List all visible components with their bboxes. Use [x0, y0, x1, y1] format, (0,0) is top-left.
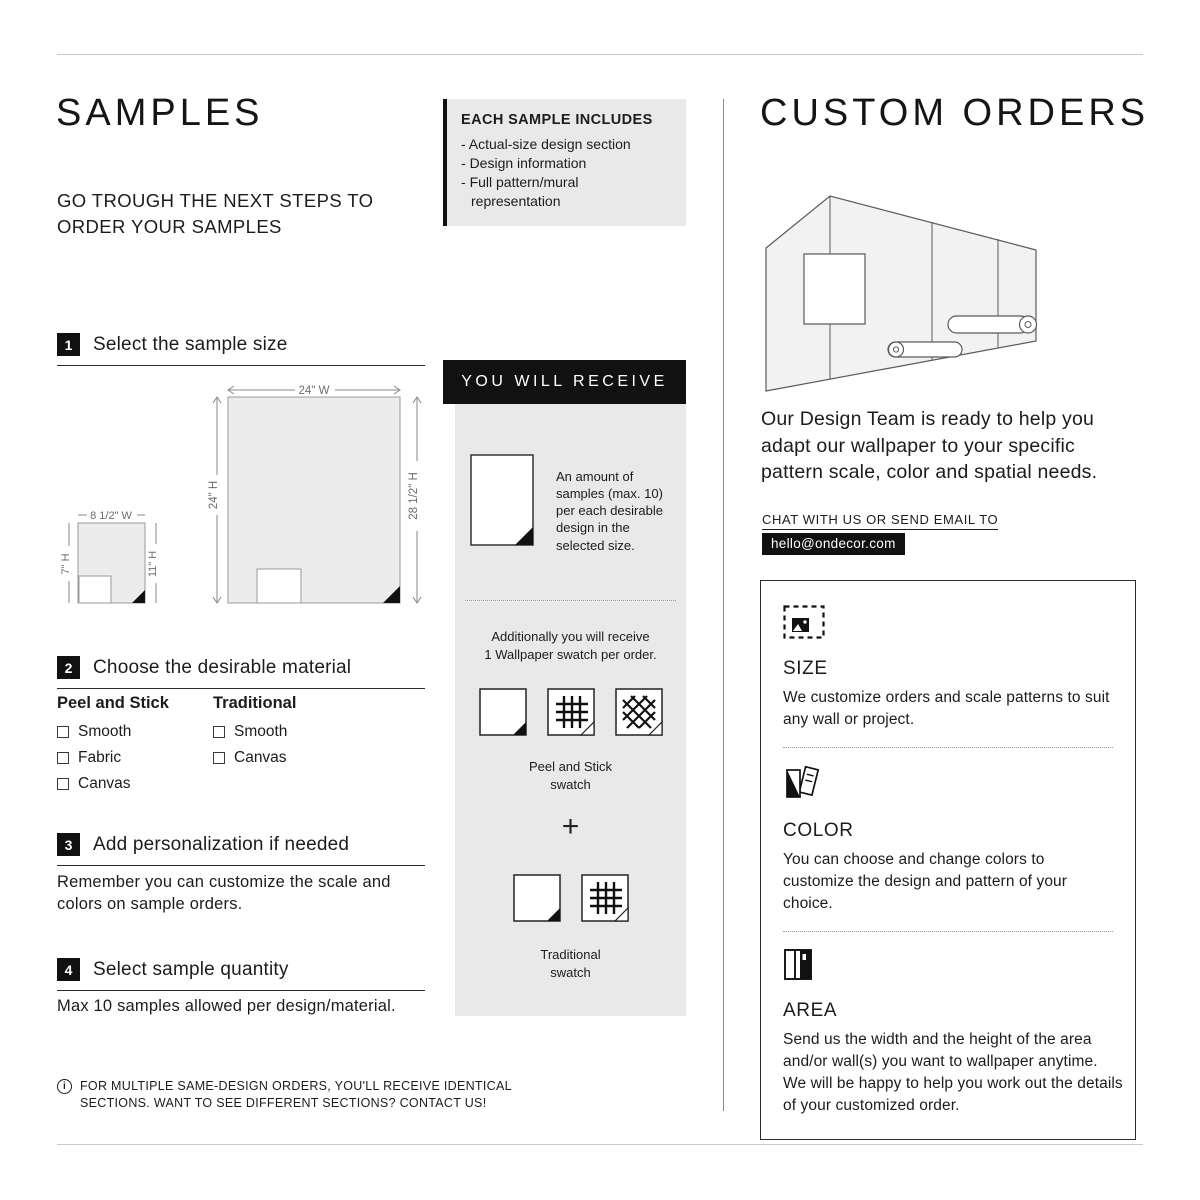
checkbox-traditional-smooth[interactable] [213, 726, 225, 738]
checkbox-peel-canvas[interactable] [57, 778, 69, 790]
step-4-label: Select sample quantity [93, 958, 289, 980]
option-label: Smooth [234, 723, 288, 740]
you-will-receive-panel [455, 404, 686, 1016]
traditional-swatch-row [455, 874, 686, 922]
large-sample-rect [228, 397, 400, 603]
info-icon: i [57, 1079, 72, 1094]
step-1-header [57, 333, 425, 366]
large-height-left-label: 24" H [208, 480, 220, 510]
wallpaper-roll-icon [888, 342, 962, 357]
option-traditional-canvas[interactable] [213, 749, 363, 767]
additional-text: Additionally you will receive 1 Wallpaper swatch per order. [484, 629, 657, 662]
plus-sign: + [561, 810, 580, 843]
peel-and-stick-title: Peel and Stick [57, 694, 169, 712]
custom-orders-title: CUSTOM ORDERS [760, 92, 1150, 134]
grid-swatch-icon [547, 688, 595, 736]
feature-size-text: We customize orders and scale patterns to suit any wall or project. [783, 689, 1110, 728]
feature-area-title: AREA [783, 1000, 838, 1021]
chat-label: CHAT WITH US OR SEND EMAIL TO [762, 512, 998, 530]
color-swatches-icon [783, 764, 823, 802]
step-2-label: Choose the desirable material [93, 656, 352, 678]
step-2-number: 2 [57, 656, 80, 679]
feature-color-text: You can choose and change colors to customize the design and pattern of your choice. [783, 851, 1068, 912]
step-4-text: Max 10 samples allowed per design/material. [57, 997, 396, 1015]
feature-area-text: Send us the width and the height of the area and/or wall(s) you want to wallpaper anytime. We will be happy to help you work out the details of your customized order. [783, 1031, 1123, 1114]
samples-amount-text: An amount of samples (max. 10) per each desirable design in the selected size. [556, 469, 663, 553]
step-3-header [57, 833, 425, 866]
checkbox-traditional-canvas[interactable] [213, 752, 225, 764]
samples-amount-row [470, 454, 678, 554]
footnote [57, 1078, 577, 1112]
traditional-title: Traditional [213, 694, 297, 712]
large-sample-swatch-area [257, 569, 301, 603]
includes-item: - Actual-size design section [461, 136, 631, 152]
feature-color [783, 764, 1113, 915]
small-height-left-label: 7" H [60, 553, 72, 575]
step-3-label: Add personalization if needed [93, 833, 350, 855]
step-4-number: 4 [57, 958, 80, 981]
large-width-label: 24" W [298, 385, 330, 397]
option-label: Smooth [78, 723, 132, 740]
step-1-number: 1 [57, 333, 80, 356]
email-address[interactable]: hello@ondecor.com [762, 533, 905, 555]
top-rule [57, 54, 1143, 55]
dotted-divider [465, 600, 676, 601]
footnote-text: FOR MULTIPLE SAME-DESIGN ORDERS, YOU'LL RECEIVE IDENTICAL SECTIONS. WANT TO SEE DIFFERENT SECTIONS? CONTACT US! [80, 1079, 512, 1110]
dotted-divider [783, 931, 1113, 932]
sample-sheet-icon [470, 454, 534, 546]
material-column-peel-and-stick [57, 694, 207, 801]
option-peel-smooth[interactable] [57, 723, 207, 741]
step-4-header [57, 958, 425, 991]
option-peel-canvas[interactable] [57, 775, 207, 793]
large-height-right-label: 28 1/2" H [408, 472, 420, 520]
window-frame [804, 254, 865, 324]
samples-intro: GO TROUGH THE NEXT STEPS TO ORDER YOUR SAMPLES [57, 190, 374, 237]
wall-area-icon [783, 948, 819, 982]
peel-and-stick-swatch-row [455, 688, 686, 736]
plain-swatch-icon [479, 688, 527, 736]
custom-features-box [760, 580, 1136, 1140]
wallpaper-roll-icon [948, 316, 1037, 333]
traditional-swatch-caption: Traditional swatch [540, 947, 601, 980]
step-1-label: Select the sample size [93, 333, 288, 355]
custom-intro: Our Design Team is ready to help you adapt our wallpaper to your specific pattern scale, color and spatial needs. [761, 408, 1098, 484]
bottom-rule [57, 1144, 1143, 1145]
grid-swatch-icon [581, 874, 629, 922]
dotted-divider [783, 747, 1113, 748]
step-3-number: 3 [57, 833, 80, 856]
feature-size [783, 605, 1113, 731]
peel-and-stick-swatch-caption: Peel and Stick swatch [528, 759, 613, 792]
option-label: Canvas [234, 749, 287, 766]
includes-item: - Full pattern/mural representation [461, 173, 579, 209]
option-peel-fabric[interactable] [57, 749, 207, 767]
crosshatch-swatch-icon [615, 688, 663, 736]
includes-title: EACH SAMPLE INCLUDES [461, 112, 653, 128]
small-width-label: 8 1/2" W [90, 510, 132, 522]
feature-color-title: COLOR [783, 820, 854, 841]
option-label: Fabric [78, 749, 122, 766]
small-sample-swatch-area [79, 576, 111, 603]
vertical-divider [723, 99, 724, 1111]
material-column-traditional [213, 694, 363, 775]
option-label: Canvas [78, 775, 131, 792]
checkbox-peel-fabric[interactable] [57, 752, 69, 764]
samples-title: SAMPLES [56, 92, 264, 134]
includes-item: - Design information [461, 154, 587, 171]
small-height-right-label: 11" H [147, 550, 159, 578]
wallpaper-wall-illustration [762, 192, 1042, 399]
feature-size-title: SIZE [783, 658, 828, 679]
feature-area [783, 948, 1123, 1117]
option-traditional-smooth[interactable] [213, 723, 363, 741]
you-will-receive-header: YOU WILL RECEIVE [443, 360, 686, 404]
plain-swatch-icon [513, 874, 561, 922]
image-dashed-icon [783, 605, 825, 640]
step-2-header [57, 656, 425, 689]
each-sample-includes-box [443, 99, 686, 226]
step-3-text: Remember you can customize the scale and colors on sample orders. [57, 873, 391, 913]
checkbox-peel-smooth[interactable] [57, 726, 69, 738]
sample-size-diagram [57, 383, 432, 628]
